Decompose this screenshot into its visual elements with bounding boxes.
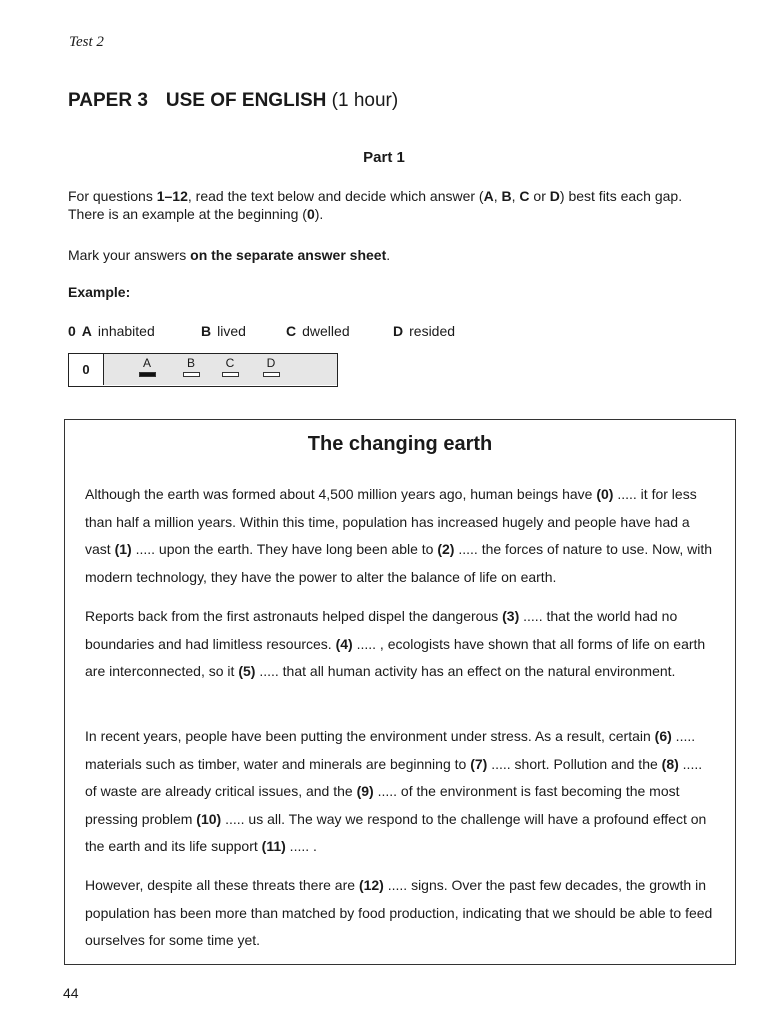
passage-paragraph-3: In recent years, people have been putting the environment under stress. As a result, certain (6) ..... materials such as timber, water and minerals are beginning to (7) ..... short. Pollution and the (8) ..... of waste are already critical issues, and the (9) ..... of the environment is fast becoming the most pressing problem (10) ..... us all. The way we respond to the challenge will have a profound effect on the earth and its life support (11) ..... . bbox=[85, 728, 707, 854]
test-label: Test 2 bbox=[69, 34, 104, 50]
example-option-b: B lived bbox=[201, 323, 246, 339]
passage-box bbox=[64, 419, 736, 965]
answer-cell-c: C bbox=[218, 357, 242, 377]
answer-cell-a: A bbox=[135, 357, 159, 377]
paper-duration: (1 hour) bbox=[331, 90, 399, 111]
part-title: Part 1 bbox=[363, 149, 405, 166]
answer-mark-b bbox=[183, 372, 200, 377]
paper-subject: USE OF ENGLISH bbox=[165, 90, 327, 111]
answer-cell-d: D bbox=[259, 357, 283, 377]
example-option-d: D resided bbox=[393, 323, 456, 339]
answer-mark-c bbox=[222, 372, 239, 377]
passage-paragraph-1: Although the earth was formed about 4,500 million years ago, human beings have (0) ..... it for less than half a million years. Within this time, population has increased hugely and people have had a vast (1) ..... upon the earth. They have long been able to (2) ..... the forces of nature to use. Now, with modern technology, they have the power to alter the balance of life on earth. bbox=[85, 486, 713, 585]
answer-cell-b: B bbox=[179, 357, 203, 377]
paper-number: PAPER 3 bbox=[68, 90, 148, 111]
passage-paragraph-4: However, despite all these threats there are (12) ..... signs. Over the past few decades, the growth in population has been more than matched by food production, indicating that we should be able to feed ourselves for some time yet. bbox=[85, 877, 713, 948]
answer-grid-number: 0 bbox=[69, 354, 104, 385]
answer-mark-a bbox=[139, 372, 156, 377]
page-number: 44 bbox=[63, 985, 79, 1001]
instructions-questions: For questions 1–12, read the text below and decide which answer (A, B, C or D) best fits each gap. There is an example at the beginning (0). bbox=[68, 188, 683, 222]
paper-title bbox=[68, 90, 398, 112]
example-option-a: 0 A inhabited bbox=[68, 323, 155, 339]
passage-paragraph-2: Reports back from the first astronauts helped dispel the dangerous (3) ..... that the world had no boundaries and had limitless resources. (4) ..... , ecologists have shown that all forms of life on earth are interconnected, so it (5) ..... that all human activity has an effect on the natural environment. bbox=[85, 608, 706, 679]
example-label: Example: bbox=[68, 284, 131, 300]
passage-title: The changing earth bbox=[307, 433, 493, 455]
example-answer-grid bbox=[68, 353, 338, 387]
answer-mark-d bbox=[263, 372, 280, 377]
instructions-mark: Mark your answers on the separate answer sheet. bbox=[68, 247, 391, 263]
example-option-c: C dwelled bbox=[286, 323, 350, 339]
